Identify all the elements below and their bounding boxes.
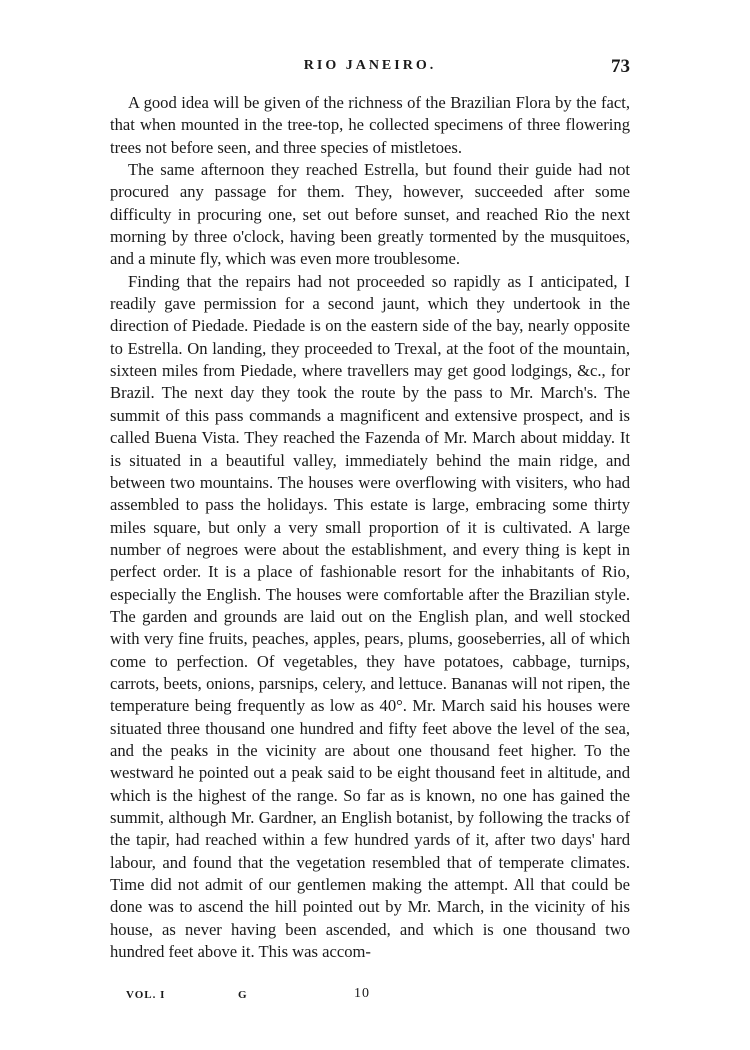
body-text bbox=[110, 92, 630, 963]
paragraph: A good idea will be given of the richness of the Brazilian Flora by the fact, that when mounted in the tree-top, he collected specimens of three flowering trees not before seen, and three species of mistletoes. bbox=[110, 93, 630, 157]
signature-letter: G bbox=[238, 989, 248, 1001]
printer-signature-line bbox=[126, 986, 426, 1006]
paragraph: The same afternoon they reached Estrella, but found their guide had not procured any passage for them. They, however, succeeded after some difficulty in procuring one, set out before sunset, and reached Rio the next morning by three o'clock, having been greatly tormented by the musquitoes, and a minute fly, which was even more troublesome. bbox=[110, 160, 630, 269]
volume-mark: VOL. I bbox=[126, 989, 166, 1001]
signature-number: 10 bbox=[354, 986, 370, 1001]
page-number: 73 bbox=[611, 56, 630, 77]
chapter-running-title: RIO JANEIRO. bbox=[303, 58, 437, 73]
running-head bbox=[110, 58, 630, 82]
paragraph: Finding that the repairs had not proceeded so rapidly as I anticipated, I readily gave permission for a second jaunt, which they undertook in the direction of Piedade. Piedade is on the eastern side of the bay, nearly opposite to Estrella. On landing, they proceeded to Trexal, at the foot of the mountain, sixteen miles from Piedade, where travellers may get good lodgings, &c., for Brazil. The next day they took the route by the pass to Mr. March's. The summit of this pass commands a magnificent and extensive prospect, and is called Buena Vista. They reached the Fazenda of Mr. March about midday. It is situated in a beautiful valley, immediately behind the main ridge, and between two mountains. The houses were overflowing with visiters, who had assembled to pass the holidays. This estate is large, embracing some thirty miles square, but only a very small proportion of it is cultivated. A large number of negroes were about the establishment, and every thing is kept in perfect order. It is a place of fashionable resort for the inhabitants of Rio, especially the English. The houses were comfortable after the Brazilian style. The garden and grounds are laid out on the English plan, and well stocked with very fine fruits, peaches, apples, pears, plums, gooseberries, all of which come to perfection. Of vegetables, they have potatoes, cabbage, turnips, carrots, beets, onions, parsnips, celery, and lettuce. Bananas will not ripen, the temperature being frequently as low as 40°. Mr. March said his houses were situated three thousand one hundred and fifty feet above the level of the sea, and the peaks in the vicinity are about one thousand feet higher. To the westward he pointed out a peak said to be eight thousand feet in altitude, and which is the highest of the range. So far as is known, no one has gained the summit, although Mr. Gardner, an English botanist, by following the tracks of the tapir, had reached within a few hundred yards of it, after two days' hard labour, and found that the vegetation resembled that of temperate climates. Time did not admit of our gentlemen making the attempt. All that could be done was to ascend the hill pointed out by Mr. March, in the vicinity of his house, as never having been ascended, and which is one thousand two hundred feet above it. This was accom- bbox=[110, 271, 630, 962]
